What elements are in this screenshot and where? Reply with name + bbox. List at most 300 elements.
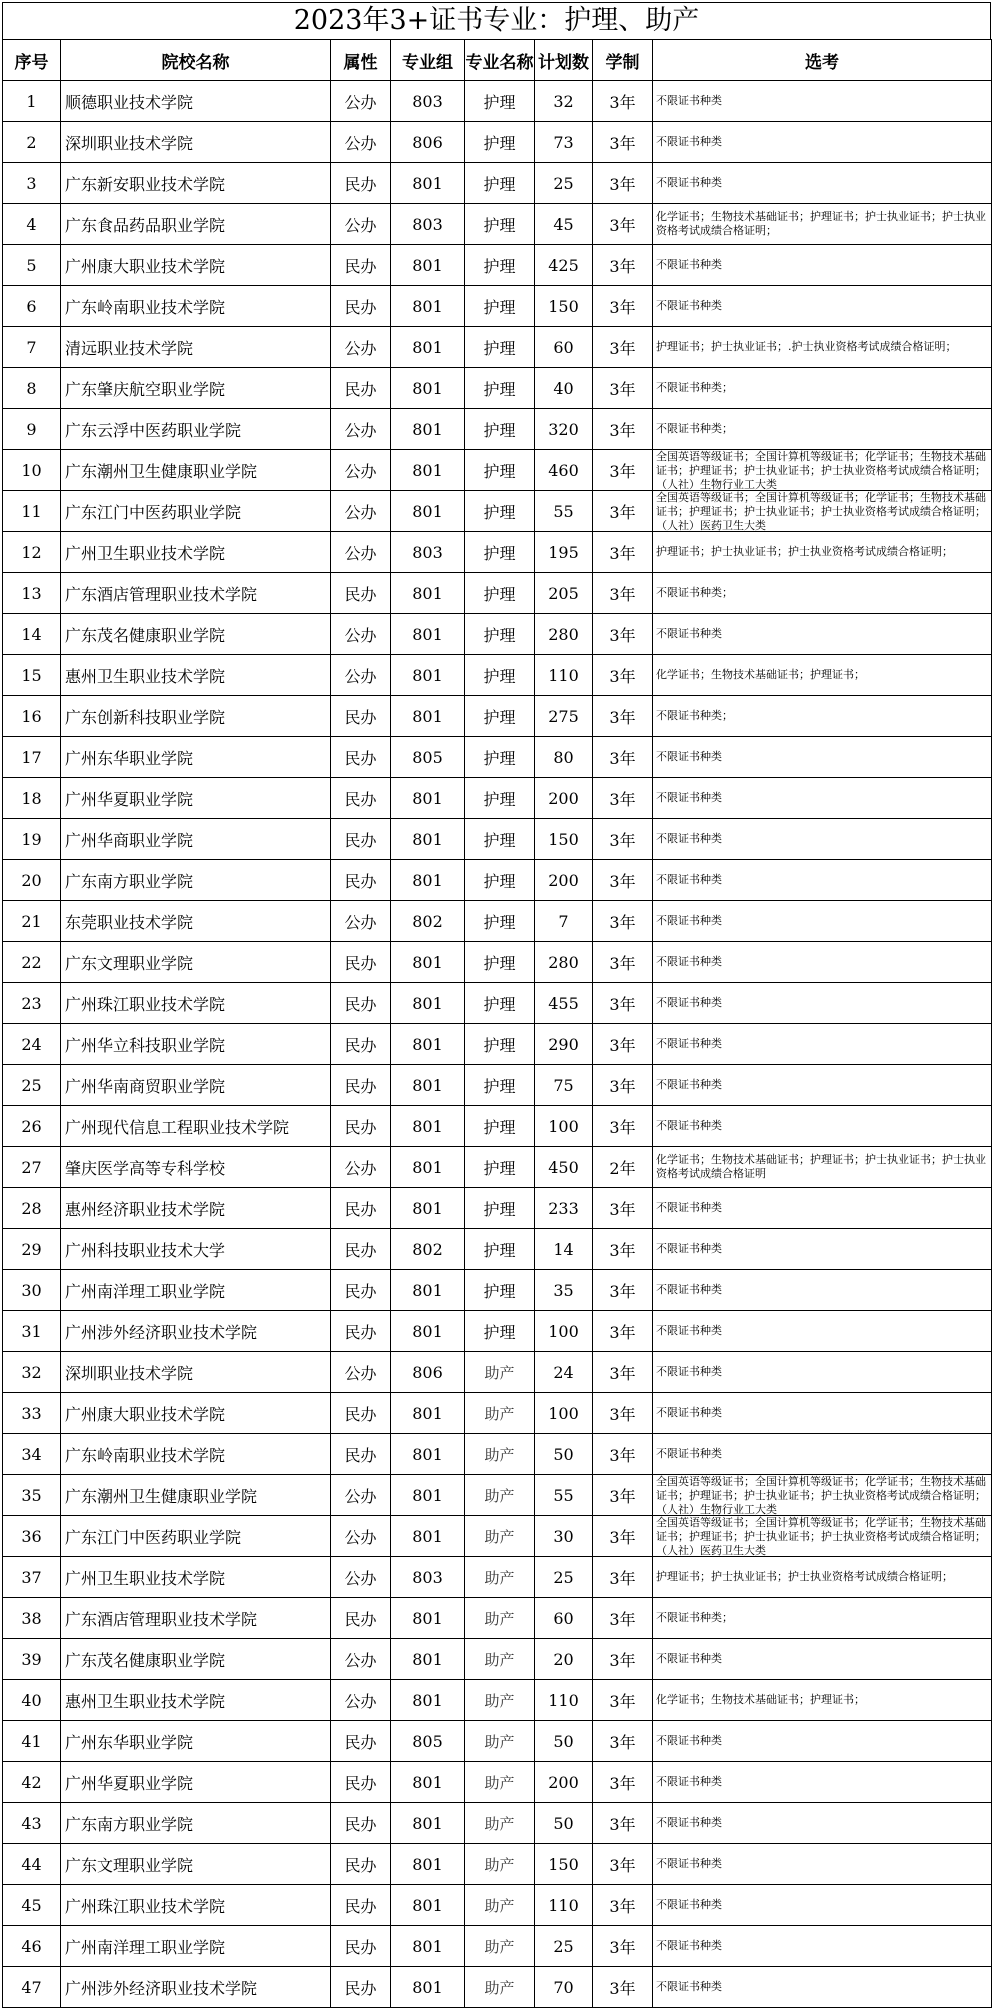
select-text: 不限证书种类: [656, 1652, 722, 1665]
cell-type: 民办: [331, 1393, 391, 1434]
cell-type: 公办: [331, 1475, 391, 1516]
cell-years: 3年: [593, 696, 653, 737]
cell-years: 3年: [593, 1639, 653, 1680]
cell-school: 广东茂名健康职业学院: [61, 614, 331, 655]
cell-type: 民办: [331, 1188, 391, 1229]
table-row: [3, 1803, 992, 1844]
cell-seq: 11: [3, 491, 61, 532]
spreadsheet: [2, 2, 991, 2008]
cell-group: 803: [391, 532, 465, 573]
cell-seq: 43: [3, 1803, 61, 1844]
cell-select: [653, 1885, 992, 1926]
cell-seq: 33: [3, 1393, 61, 1434]
cell-seq: 40: [3, 1680, 61, 1721]
table-row: [3, 1926, 992, 1967]
cell-group: 801: [391, 819, 465, 860]
table-row: [3, 532, 992, 573]
cell-major: 助产: [465, 1393, 535, 1434]
cell-select: [653, 1967, 992, 2008]
cell-plan: 25: [535, 1926, 593, 1967]
cell-select: [653, 778, 992, 819]
cell-years: 3年: [593, 368, 653, 409]
cell-seq: 31: [3, 1311, 61, 1352]
cell-group: 801: [391, 1024, 465, 1065]
cell-select: [653, 860, 992, 901]
cell-group: 801: [391, 778, 465, 819]
cell-type: 公办: [331, 450, 391, 491]
cell-seq: 1: [3, 81, 61, 122]
cell-school: 广州卫生职业技术学院: [61, 532, 331, 573]
cell-major: 助产: [465, 1639, 535, 1680]
cell-select: [653, 122, 992, 163]
cell-major: 护理: [465, 737, 535, 778]
select-text: 不限证书种类: [656, 94, 722, 107]
cell-years: 3年: [593, 1967, 653, 2008]
cell-group: 806: [391, 1352, 465, 1393]
cell-type: 公办: [331, 1516, 391, 1557]
cell-years: 3年: [593, 1024, 653, 1065]
table-row: [3, 1475, 992, 1516]
cell-school: 广州涉外经济职业技术学院: [61, 1311, 331, 1352]
cell-years: 3年: [593, 819, 653, 860]
table-row: [3, 1393, 992, 1434]
cell-major: 护理: [465, 573, 535, 614]
select-text: 护理证书；护士执业证书；.护士执业资格考试成绩合格证明；: [656, 340, 957, 353]
select-text: 护理证书；护士执业证书；护士执业资格考试成绩合格证明；: [656, 1570, 953, 1583]
cell-plan: 110: [535, 1680, 593, 1721]
cell-years: 2年: [593, 1147, 653, 1188]
select-text: 不限证书种类: [656, 750, 722, 763]
table-row: [3, 1024, 992, 1065]
cell-school: 广州华商职业学院: [61, 819, 331, 860]
cell-school: 广东酒店管理职业技术学院: [61, 573, 331, 614]
cell-select: [653, 1926, 992, 1967]
cell-school: 广州珠江职业技术学院: [61, 1885, 331, 1926]
cell-select: [653, 737, 992, 778]
cell-seq: 28: [3, 1188, 61, 1229]
cell-major: 护理: [465, 778, 535, 819]
cell-type: 公办: [331, 327, 391, 368]
cell-seq: 10: [3, 450, 61, 491]
cell-seq: 12: [3, 532, 61, 573]
cell-major: 护理: [465, 983, 535, 1024]
cell-select: [653, 1311, 992, 1352]
cell-school: 广东云浮中医药职业学院: [61, 409, 331, 450]
cell-years: 3年: [593, 778, 653, 819]
cell-major: 助产: [465, 1803, 535, 1844]
cell-group: 801: [391, 368, 465, 409]
cell-type: 民办: [331, 942, 391, 983]
select-text: 不限证书种类: [656, 1734, 722, 1747]
cell-school: 广东岭南职业技术学院: [61, 286, 331, 327]
cell-major: 护理: [465, 1270, 535, 1311]
table-row: [3, 409, 992, 450]
table-row: [3, 737, 992, 778]
cell-select: [653, 1516, 992, 1557]
cell-plan: 25: [535, 163, 593, 204]
select-text: 不限证书种类: [656, 1775, 722, 1788]
cell-type: 民办: [331, 286, 391, 327]
select-text: 全国英语等级证书；全国计算机等级证书；化学证书；生物技术基础证书；护理证书；护士执业证书；护士执业资格考试成绩合格证明；（人社）生物行业工大类: [656, 450, 986, 490]
table-row: [3, 491, 992, 532]
cell-seq: 41: [3, 1721, 61, 1762]
cell-major: 护理: [465, 1065, 535, 1106]
cell-select: [653, 1680, 992, 1721]
cell-type: 民办: [331, 737, 391, 778]
cell-group: 801: [391, 1065, 465, 1106]
cell-group: 801: [391, 1270, 465, 1311]
cell-school: 深圳职业技术学院: [61, 1352, 331, 1393]
cell-years: 3年: [593, 1926, 653, 1967]
cell-type: 民办: [331, 1024, 391, 1065]
cell-years: 3年: [593, 1885, 653, 1926]
cell-type: 公办: [331, 1352, 391, 1393]
cell-school: 广州华夏职业学院: [61, 778, 331, 819]
cell-plan: 55: [535, 491, 593, 532]
cell-years: 3年: [593, 1188, 653, 1229]
cell-school: 深圳职业技术学院: [61, 122, 331, 163]
cell-school: 广东潮州卫生健康职业学院: [61, 1475, 331, 1516]
cell-years: 3年: [593, 1393, 653, 1434]
cell-school: 广州华立科技职业学院: [61, 1024, 331, 1065]
cell-seq: 30: [3, 1270, 61, 1311]
select-text: 不限证书种类: [656, 1816, 722, 1829]
cell-select: [653, 1270, 992, 1311]
cell-seq: 18: [3, 778, 61, 819]
cell-major: 护理: [465, 245, 535, 286]
cell-school: 广州科技职业技术大学: [61, 1229, 331, 1270]
cell-major: 护理: [465, 1229, 535, 1270]
cell-years: 3年: [593, 1106, 653, 1147]
select-text: 不限证书种类: [656, 176, 722, 189]
cell-major: 护理: [465, 204, 535, 245]
cell-major: 护理: [465, 450, 535, 491]
cell-seq: 19: [3, 819, 61, 860]
cell-school: 广州东华职业学院: [61, 737, 331, 778]
select-text: 化学证书；生物技术基础证书；护理证书；护士执业证书；护士执业资格考试成绩合格证明: [656, 1153, 986, 1180]
cell-seq: 2: [3, 122, 61, 163]
cell-select: [653, 1188, 992, 1229]
cell-major: 护理: [465, 163, 535, 204]
select-text: 不限证书种类: [656, 299, 722, 312]
table-row: [3, 1352, 992, 1393]
cell-plan: 455: [535, 983, 593, 1024]
cell-plan: 14: [535, 1229, 593, 1270]
cell-type: 民办: [331, 368, 391, 409]
cell-major: 护理: [465, 614, 535, 655]
table-row: [3, 1434, 992, 1475]
cell-type: 民办: [331, 983, 391, 1024]
cell-seq: 44: [3, 1844, 61, 1885]
cell-school: 广东潮州卫生健康职业学院: [61, 450, 331, 491]
cell-type: 民办: [331, 1885, 391, 1926]
cell-major: 护理: [465, 901, 535, 942]
cell-group: 801: [391, 1147, 465, 1188]
table-row: [3, 245, 992, 286]
cell-plan: 460: [535, 450, 593, 491]
cell-seq: 22: [3, 942, 61, 983]
cell-group: 802: [391, 1229, 465, 1270]
cell-years: 3年: [593, 1475, 653, 1516]
cell-group: 801: [391, 860, 465, 901]
cell-seq: 35: [3, 1475, 61, 1516]
cell-major: 助产: [465, 1721, 535, 1762]
header-seq: 序号: [3, 40, 61, 81]
cell-seq: 23: [3, 983, 61, 1024]
cell-select: [653, 163, 992, 204]
cell-plan: 150: [535, 286, 593, 327]
table-row: [3, 450, 992, 491]
select-text: 不限证书种类: [656, 135, 722, 148]
cell-type: 公办: [331, 1557, 391, 1598]
select-text: 不限证书种类: [656, 832, 722, 845]
table-row: [3, 1639, 992, 1680]
cell-plan: 24: [535, 1352, 593, 1393]
select-text: 化学证书；生物技术基础证书；护理证书；: [656, 668, 865, 681]
cell-seq: 9: [3, 409, 61, 450]
cell-group: 801: [391, 983, 465, 1024]
cell-group: 801: [391, 1311, 465, 1352]
cell-school: 广州南洋理工职业学院: [61, 1270, 331, 1311]
cell-years: 3年: [593, 1434, 653, 1475]
cell-school: 广州康大职业技术学院: [61, 245, 331, 286]
cell-type: 民办: [331, 696, 391, 737]
cell-group: 801: [391, 655, 465, 696]
cell-years: 3年: [593, 573, 653, 614]
cell-group: 801: [391, 1475, 465, 1516]
table-row: [3, 1188, 992, 1229]
cell-select: [653, 1434, 992, 1475]
select-text: 不限证书种类；: [656, 381, 733, 394]
cell-select: [653, 1393, 992, 1434]
cell-major: 护理: [465, 1106, 535, 1147]
cell-plan: 150: [535, 1844, 593, 1885]
cell-plan: 75: [535, 1065, 593, 1106]
cell-group: 802: [391, 901, 465, 942]
cell-major: 护理: [465, 368, 535, 409]
cell-years: 3年: [593, 122, 653, 163]
cell-school: 广东江门中医药职业学院: [61, 491, 331, 532]
header-years: 学制: [593, 40, 653, 81]
cell-plan: 320: [535, 409, 593, 450]
cell-plan: 100: [535, 1311, 593, 1352]
cell-school: 广州珠江职业技术学院: [61, 983, 331, 1024]
cell-years: 3年: [593, 532, 653, 573]
cell-group: 801: [391, 1926, 465, 1967]
cell-plan: 205: [535, 573, 593, 614]
cell-seq: 13: [3, 573, 61, 614]
cell-group: 805: [391, 737, 465, 778]
cell-type: 民办: [331, 1721, 391, 1762]
cell-plan: 60: [535, 327, 593, 368]
cell-group: 801: [391, 573, 465, 614]
cell-select: [653, 450, 992, 491]
table-row: [3, 1762, 992, 1803]
cell-seq: 29: [3, 1229, 61, 1270]
header-group: 专业组: [391, 40, 465, 81]
cell-select: [653, 1475, 992, 1516]
cell-select: [653, 696, 992, 737]
cell-major: 助产: [465, 1844, 535, 1885]
select-text: 不限证书种类: [656, 955, 722, 968]
cell-plan: 73: [535, 122, 593, 163]
cell-seq: 17: [3, 737, 61, 778]
table-row: [3, 1844, 992, 1885]
cell-type: 民办: [331, 1270, 391, 1311]
cell-seq: 15: [3, 655, 61, 696]
cell-school: 广州南洋理工职业学院: [61, 1926, 331, 1967]
header-select: 选考: [653, 40, 992, 81]
cell-select: [653, 1106, 992, 1147]
cell-school: 广州华南商贸职业学院: [61, 1065, 331, 1106]
select-text: 不限证书种类: [656, 1939, 722, 1952]
table-row: [3, 942, 992, 983]
cell-major: 护理: [465, 1311, 535, 1352]
cell-select: [653, 655, 992, 696]
cell-years: 3年: [593, 655, 653, 696]
table-row: [3, 1311, 992, 1352]
cell-seq: 42: [3, 1762, 61, 1803]
table-row: [3, 1967, 992, 2008]
cell-major: 助产: [465, 1516, 535, 1557]
cell-school: 顺德职业技术学院: [61, 81, 331, 122]
cell-major: 助产: [465, 1434, 535, 1475]
table-row: [3, 368, 992, 409]
cell-seq: 36: [3, 1516, 61, 1557]
cell-major: 助产: [465, 1557, 535, 1598]
table-row: [3, 163, 992, 204]
select-text: 全国英语等级证书；全国计算机等级证书；化学证书；生物技术基础证书；护理证书；护士执业证书；护士执业资格考试成绩合格证明；（人社）生物行业工大类: [656, 1475, 986, 1515]
select-text: 不限证书种类: [656, 914, 722, 927]
cell-select: [653, 983, 992, 1024]
select-text: 不限证书种类: [656, 1406, 722, 1419]
cell-major: 护理: [465, 860, 535, 901]
cell-select: [653, 1065, 992, 1106]
cell-years: 3年: [593, 1803, 653, 1844]
table-row: [3, 1557, 992, 1598]
cell-seq: 24: [3, 1024, 61, 1065]
cell-select: [653, 1803, 992, 1844]
cell-type: 公办: [331, 1147, 391, 1188]
cell-plan: 275: [535, 696, 593, 737]
table-row: [3, 1065, 992, 1106]
cell-type: 公办: [331, 1680, 391, 1721]
select-text: 不限证书种类: [656, 1201, 722, 1214]
cell-plan: 450: [535, 1147, 593, 1188]
cell-years: 3年: [593, 245, 653, 286]
cell-major: 助产: [465, 1352, 535, 1393]
cell-plan: 280: [535, 942, 593, 983]
cell-school: 广东江门中医药职业学院: [61, 1516, 331, 1557]
cell-group: 805: [391, 1721, 465, 1762]
cell-major: 护理: [465, 655, 535, 696]
cell-group: 801: [391, 696, 465, 737]
table-row: [3, 1229, 992, 1270]
table-row: [3, 1885, 992, 1926]
cell-select: [653, 1844, 992, 1885]
cell-plan: 80: [535, 737, 593, 778]
cell-school: 广东南方职业学院: [61, 860, 331, 901]
cell-years: 3年: [593, 1516, 653, 1557]
cell-years: 3年: [593, 860, 653, 901]
select-text: 不限证书种类: [656, 1324, 722, 1337]
cell-type: 民办: [331, 245, 391, 286]
cell-type: 民办: [331, 573, 391, 614]
cell-seq: 34: [3, 1434, 61, 1475]
cell-seq: 5: [3, 245, 61, 286]
cell-plan: 45: [535, 204, 593, 245]
cell-group: 801: [391, 1680, 465, 1721]
cell-plan: 50: [535, 1721, 593, 1762]
cell-type: 公办: [331, 409, 391, 450]
header-type: 属性: [331, 40, 391, 81]
cell-plan: 30: [535, 1516, 593, 1557]
cell-years: 3年: [593, 1680, 653, 1721]
cell-type: 民办: [331, 1434, 391, 1475]
select-text: 不限证书种类: [656, 1447, 722, 1460]
cell-group: 801: [391, 1434, 465, 1475]
cell-major: 助产: [465, 1762, 535, 1803]
cell-school: 广州现代信息工程职业技术学院: [61, 1106, 331, 1147]
cell-school: 惠州经济职业技术学院: [61, 1188, 331, 1229]
table-row: [3, 614, 992, 655]
cell-select: [653, 409, 992, 450]
cell-plan: 100: [535, 1393, 593, 1434]
cell-plan: 100: [535, 1106, 593, 1147]
cell-major: 护理: [465, 81, 535, 122]
table-row: [3, 81, 992, 122]
cell-select: [653, 81, 992, 122]
cell-select: [653, 819, 992, 860]
cell-plan: 7: [535, 901, 593, 942]
cell-plan: 50: [535, 1434, 593, 1475]
cell-group: 801: [391, 1639, 465, 1680]
cell-group: 803: [391, 81, 465, 122]
select-text: 护理证书；护士执业证书；护士执业资格考试成绩合格证明；: [656, 545, 953, 558]
table-row: [3, 1106, 992, 1147]
cell-type: 民办: [331, 1926, 391, 1967]
cell-plan: 200: [535, 778, 593, 819]
table-row: [3, 327, 992, 368]
cell-plan: 290: [535, 1024, 593, 1065]
cell-type: 公办: [331, 614, 391, 655]
select-text: 不限证书种类: [656, 1980, 722, 1993]
table-row: [3, 573, 992, 614]
cell-group: 801: [391, 163, 465, 204]
cell-years: 3年: [593, 737, 653, 778]
cell-group: 806: [391, 122, 465, 163]
cell-group: 801: [391, 1762, 465, 1803]
cell-school: 广东文理职业学院: [61, 942, 331, 983]
cell-years: 3年: [593, 327, 653, 368]
select-text: 不限证书种类: [656, 996, 722, 1009]
cell-group: 803: [391, 1557, 465, 1598]
cell-seq: 6: [3, 286, 61, 327]
select-text: 不限证书种类: [656, 1078, 722, 1091]
cell-school: 广州华夏职业学院: [61, 1762, 331, 1803]
cell-major: 护理: [465, 942, 535, 983]
cell-seq: 8: [3, 368, 61, 409]
cell-years: 3年: [593, 491, 653, 532]
cell-plan: 60: [535, 1598, 593, 1639]
cell-school: 广东肇庆航空职业学院: [61, 368, 331, 409]
cell-select: [653, 1229, 992, 1270]
cell-group: 801: [391, 1844, 465, 1885]
cell-years: 3年: [593, 204, 653, 245]
cell-seq: 45: [3, 1885, 61, 1926]
cell-seq: 14: [3, 614, 61, 655]
cell-seq: 26: [3, 1106, 61, 1147]
